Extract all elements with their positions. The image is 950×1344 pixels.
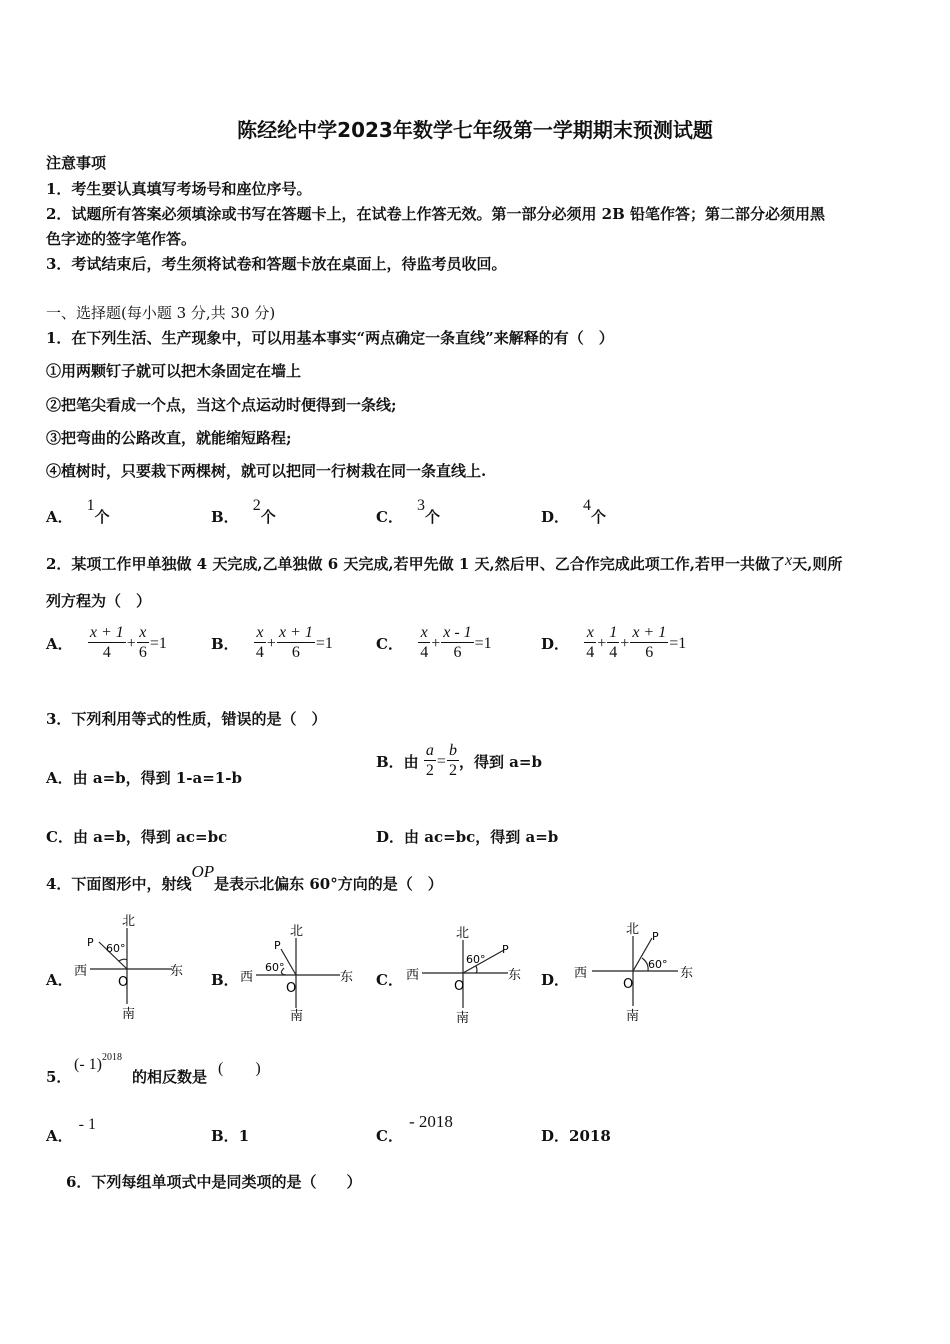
q4-option-c-label[interactable]: C． xyxy=(376,971,403,989)
compass-diagram-a[interactable] xyxy=(70,912,190,1024)
angle-label: 60° xyxy=(466,953,486,966)
east-label: 东 xyxy=(340,970,354,985)
q2-stem-cont: 列方程为（ ） xyxy=(46,592,152,610)
page-title: 陈经纶中学2023年数学七年级第一学期期末预测试题 xyxy=(237,118,713,142)
origin-label: O xyxy=(454,979,465,994)
q2-option-b[interactable]: B． $\frac{x}{4}$ + $\frac{x + 1}{6}$ =1 xyxy=(211,624,333,661)
q5-option-b[interactable]: B．1 xyxy=(211,1127,250,1145)
point-p-label: P xyxy=(652,930,659,943)
notice-item: 色字迹的签字笔作答。 xyxy=(46,230,197,248)
north-label: 北 xyxy=(122,914,136,929)
q4-stem: 4．下面图形中，射线OP是表示北偏东 60°方向的是（ ） xyxy=(46,862,443,893)
point-p-label: P xyxy=(274,939,281,952)
west-label: 西 xyxy=(74,964,88,979)
q6-stem: 6．下列每组单项式中是同类项的是（ ） xyxy=(66,1173,362,1191)
q1-item: ②把笔尖看成一个点，当这个点运动时便得到一条线; xyxy=(46,396,397,414)
south-label: 南 xyxy=(290,1009,304,1024)
north-label: 北 xyxy=(456,926,470,941)
compass-diagram-b[interactable] xyxy=(234,918,364,1026)
q3-option-a[interactable]: A．由 a=b，得到 1-a=1-b xyxy=(46,769,242,787)
notice-heading: 注意事项 xyxy=(46,154,107,172)
q3-option-d[interactable]: D．由 ac=bc，得到 a=b xyxy=(376,828,559,846)
q1-item: ④植树时，只要栽下两棵树，就可以把同一行树栽在同一条直线上. xyxy=(46,462,487,480)
q1-option-b[interactable]: B．2个 xyxy=(211,497,276,526)
q5-option-d[interactable]: D．2018 xyxy=(541,1127,611,1145)
south-label: 南 xyxy=(122,1007,136,1022)
point-p-label: P xyxy=(87,936,94,949)
east-label: 东 xyxy=(680,966,694,981)
east-label: 东 xyxy=(170,964,184,979)
north-label: 北 xyxy=(290,924,304,939)
q2-option-a[interactable]: A． $\frac{x + 1}{4}$ + $\frac{x}{6}$ =1 xyxy=(46,624,167,661)
q2-option-c[interactable]: C． $\frac{x}{4}$ + $\frac{x - 1}{6}$ =1 xyxy=(376,624,492,661)
notice-item: 1．考生要认真填写考场号和座位序号。 xyxy=(46,180,312,198)
south-label: 南 xyxy=(456,1011,470,1026)
south-label: 南 xyxy=(626,1009,640,1024)
north-label: 北 xyxy=(626,922,640,937)
q3-option-c[interactable]: C．由 a=b，得到 ac=bc xyxy=(46,828,228,846)
q1-stem: 1．在下列生活、生产现象中，可以用基本事实“两点确定一条直线”来解释的有（ ） xyxy=(46,329,614,347)
q5-stem: 的相反数是 xyxy=(132,1068,208,1086)
q4-option-a-label[interactable]: A． xyxy=(46,971,73,989)
origin-label: O xyxy=(286,981,297,996)
compass-diagram-c[interactable] xyxy=(400,922,530,1026)
east-label: 东 xyxy=(508,968,522,983)
q1-item: ①用两颗钉子就可以把木条固定在墙上 xyxy=(46,362,302,380)
q1-option-a[interactable]: A．1个 xyxy=(46,497,110,526)
angle-label: 60° xyxy=(106,942,126,955)
q5-paren: ( ) xyxy=(218,1060,261,1077)
q4-option-d-label[interactable]: D． xyxy=(541,971,570,989)
q5-number: 5． xyxy=(46,1068,72,1086)
point-p-label: P xyxy=(502,943,509,956)
q5-option-a[interactable]: A．- 1 xyxy=(46,1116,96,1145)
west-label: 西 xyxy=(406,968,420,983)
angle-label: 60° xyxy=(648,958,668,971)
section-heading: 一、选择题(每小题 3 分,共 30 分) xyxy=(46,304,276,322)
q1-option-d[interactable]: D．4个 xyxy=(541,497,607,526)
origin-label: O xyxy=(623,977,634,992)
q3-option-b[interactable]: B．由 $\frac{a}{2}$ = $\frac{b}{2}$ ，得到 a=b xyxy=(376,742,542,779)
notice-item: 3．考试结束后，考生须将试卷和答题卡放在桌面上，待监考员收回。 xyxy=(46,255,507,273)
west-label: 西 xyxy=(574,966,588,981)
q2-option-d[interactable]: D． $\frac{x}{4}$ + $\frac{1}{4}$ + $\frac{x + 1}{6}$ =1 xyxy=(541,624,687,661)
compass-diagram-d[interactable] xyxy=(570,918,700,1026)
origin-label: O xyxy=(118,975,129,990)
west-label: 西 xyxy=(240,970,254,985)
angle-label: 60° xyxy=(265,961,285,974)
q4-option-b-label[interactable]: B． xyxy=(211,971,239,989)
q1-option-c[interactable]: C．3个 xyxy=(376,497,440,526)
q3-stem: 3．下列利用等式的性质，错误的是（ ） xyxy=(46,710,327,728)
q5-option-c[interactable]: C．- 2018 xyxy=(376,1112,453,1145)
q2-stem: 2．某项工作甲单独做 4 天完成,乙单独做 6 天完成,若甲先做 1 天,然后甲、乙合作完成此项工作,若甲一共做了x天,则所 xyxy=(46,552,843,573)
notice-item: 2．试题所有答案必须填涂或书写在答题卡上，在试卷上作答无效。第一部分必须用 2B 铅笔作答；第二部分必须用黑 xyxy=(46,205,826,223)
q5-expression: (- 1)$^{2018}$ xyxy=(74,1052,122,1073)
q1-item: ③把弯曲的公路改直，就能缩短路程; xyxy=(46,429,292,447)
